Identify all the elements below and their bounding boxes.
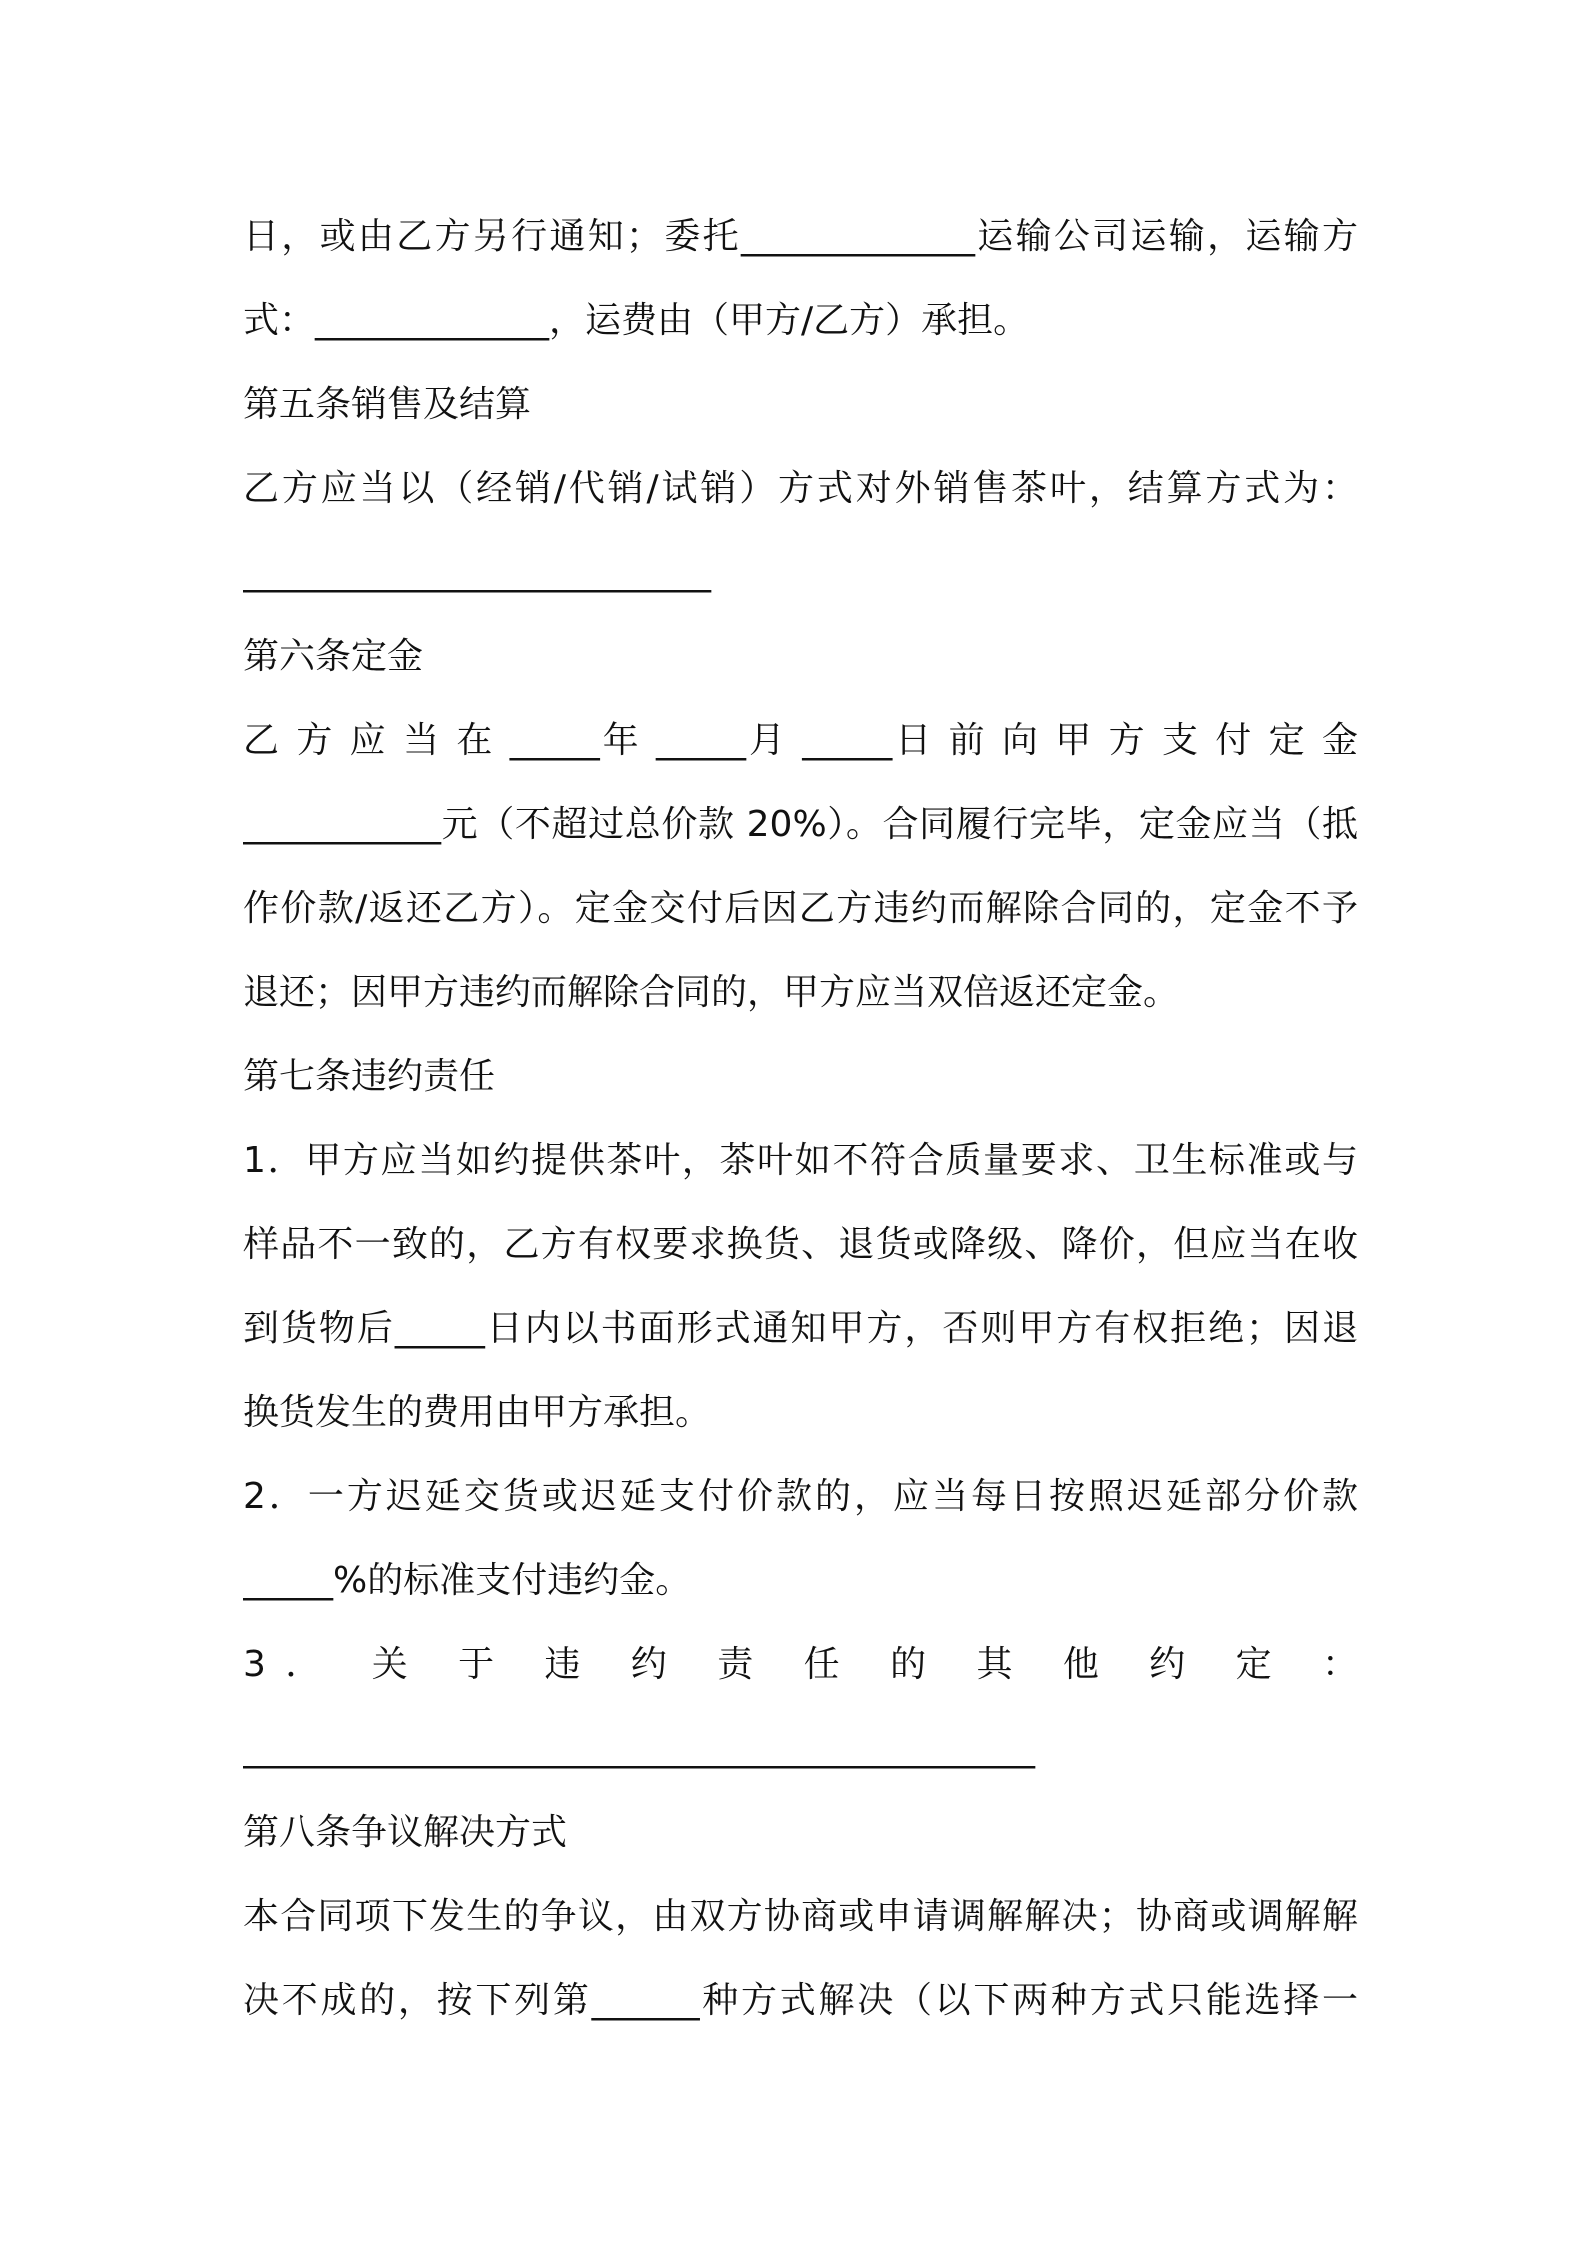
paragraph-line: 乙 方 应 当 在 _____年 _____月 _____日 前 向 甲 方 支 付 定 金: [243, 720, 1358, 761]
paragraph-line: 退还；因甲方违约而解除合同的，甲方应当双倍返还定金。: [243, 972, 1180, 1013]
paragraph-line: 决不成的，按下列第______种方式解决（以下两种方式只能选择一: [243, 1980, 1358, 2021]
section-heading-article-5: 第五条销售及结算: [243, 384, 532, 425]
paragraph-line: _____%的标准支付违约金。: [243, 1560, 692, 1601]
paragraph-line: 式：_____________，运费由（甲方/乙方）承担。: [243, 300, 1030, 341]
paragraph-line: 作价款/返还乙方）。定金交付后因乙方违约而解除合同的，定金不予: [243, 888, 1358, 929]
section-heading-article-6: 第六条定金: [243, 636, 424, 677]
paragraph-line: 换货发生的费用由甲方承担。: [243, 1392, 712, 1433]
contract-page: [243, 195, 1358, 2043]
paragraph-line: 乙方应当以（经销/代销/试销）方式对外销售茶叶，结算方式为：: [243, 468, 1358, 509]
paragraph-line: 1．甲方应当如约提供茶叶，茶叶如不符合质量要求、卫生标准或与: [243, 1140, 1358, 1181]
section-heading-article-7: 第七条违约责任: [243, 1056, 496, 1097]
fill-in-blank-line: __________________________: [243, 552, 711, 593]
paragraph-line: 2．一方迟延交货或迟延支付价款的，应当每日按照迟延部分价款: [243, 1476, 1358, 1517]
paragraph-line: 3． 关 于 违 约 责 任 的 其 他 约 定 ：: [243, 1644, 1358, 1685]
paragraph-line: 本合同项下发生的争议，由双方协商或申请调解解决；协商或调解解: [243, 1896, 1358, 1937]
section-heading-article-8: 第八条争议解决方式: [243, 1812, 568, 1853]
paragraph-line: 日，或由乙方另行通知；委托_____________运输公司运输，运输方: [243, 216, 1358, 257]
paragraph-line: 样品不一致的，乙方有权要求换货、退货或降级、降价，但应当在收: [243, 1224, 1358, 1265]
paragraph-line: 到货物后_____日内以书面形式通知甲方，否则甲方有权拒绝；因退: [243, 1308, 1358, 1349]
paragraph-line: ___________元（不超过总价款 20%）。合同履行完毕，定金应当（抵: [243, 804, 1358, 845]
fill-in-blank-line: ____________________________________________: [243, 1728, 1035, 1769]
